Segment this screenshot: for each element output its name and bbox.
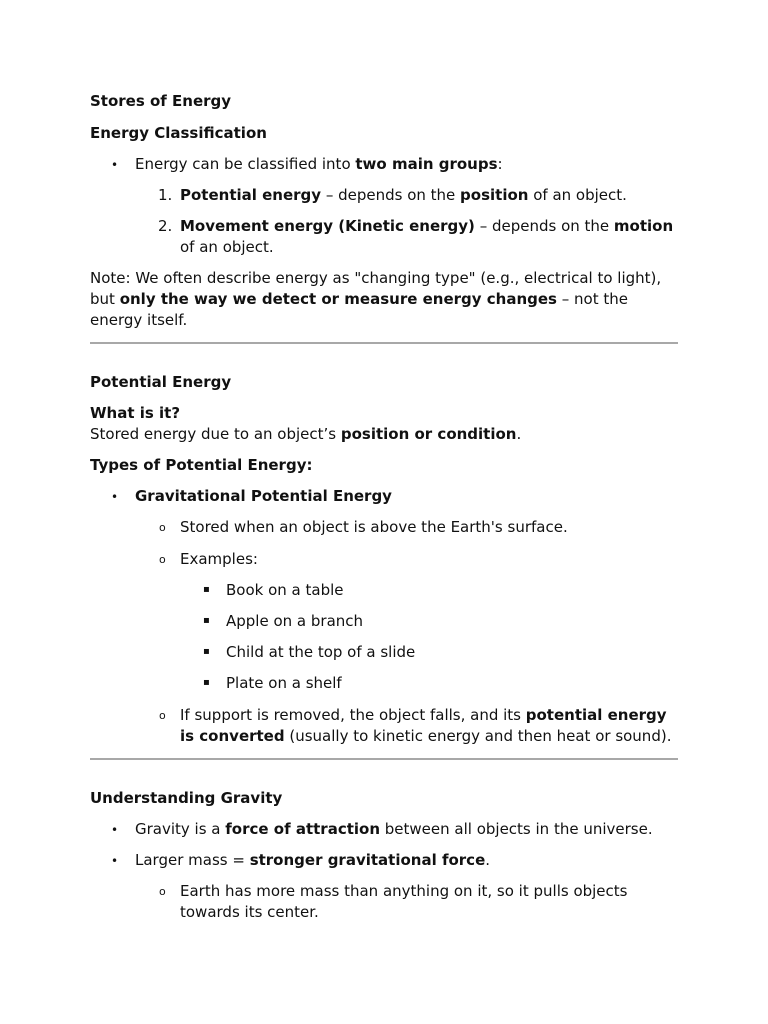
circle-marker: o: [159, 521, 166, 534]
gpe-label: Gravitational Potential Energy: [135, 487, 392, 505]
example-item: Plate on a shelf: [226, 674, 342, 692]
circle-marker: o: [159, 709, 166, 722]
potential-energy-item: Potential energy – depends on the position of an object.: [180, 186, 627, 204]
note-line-2: but only the way we detect or measure energy changes – not the: [90, 290, 628, 308]
classification-heading: Energy Classification: [90, 124, 267, 142]
square-marker: ▪: [203, 677, 210, 688]
kinetic-energy-item-cont: of an object.: [180, 238, 274, 256]
note-line-1: Note: We often describe energy as "changing type" (e.g., electrical to light),: [90, 269, 662, 287]
bullet-marker: •: [111, 490, 119, 504]
square-marker: ▪: [203, 584, 210, 595]
bullet-marker: •: [111, 823, 119, 837]
section-divider: [90, 758, 678, 760]
gravity-title: Understanding Gravity: [90, 789, 283, 807]
earth-mass-line-1: Earth has more mass than anything on it, so it pulls objects: [180, 882, 628, 900]
example-item: Book on a table: [226, 581, 344, 599]
what-is-it-text: Stored energy due to an object’s position or condition.: [90, 425, 522, 443]
bullet-marker: •: [111, 158, 119, 172]
support-removed-line-1: If support is removed, the object falls, and its potential energy: [180, 706, 667, 724]
kinetic-energy-item: Movement energy (Kinetic energy) – depends on the motion: [180, 217, 674, 235]
square-marker: ▪: [203, 615, 210, 626]
gpe-stored-text: Stored when an object is above the Earth's surface.: [180, 518, 568, 536]
gravity-bullet-1: Gravity is a force of attraction between all objects in the universe.: [135, 820, 653, 838]
section-divider: [90, 342, 678, 344]
example-item: Apple on a branch: [226, 612, 364, 630]
what-is-it-heading: What is it?: [90, 404, 181, 422]
bullet-marker: •: [111, 854, 119, 868]
classification-intro: Energy can be classified into two main groups:: [135, 155, 503, 173]
note-line-3: energy itself.: [90, 311, 188, 329]
doc-title: Stores of Energy: [90, 92, 232, 110]
support-removed-line-2: is converted (usually to kinetic energy and then heat or sound).: [180, 727, 672, 745]
square-marker: ▪: [203, 646, 210, 657]
types-heading: Types of Potential Energy:: [90, 456, 313, 474]
earth-mass-line-2: towards its center.: [180, 903, 319, 921]
circle-marker: o: [159, 885, 166, 898]
circle-marker: o: [159, 553, 166, 566]
list-number: 1.: [158, 186, 173, 204]
examples-label: Examples:: [180, 550, 258, 568]
list-number: 2.: [158, 217, 173, 235]
potential-energy-title: Potential Energy: [90, 373, 232, 391]
example-item: Child at the top of a slide: [226, 643, 416, 661]
gravity-bullet-2: Larger mass = stronger gravitational force.: [135, 851, 491, 869]
